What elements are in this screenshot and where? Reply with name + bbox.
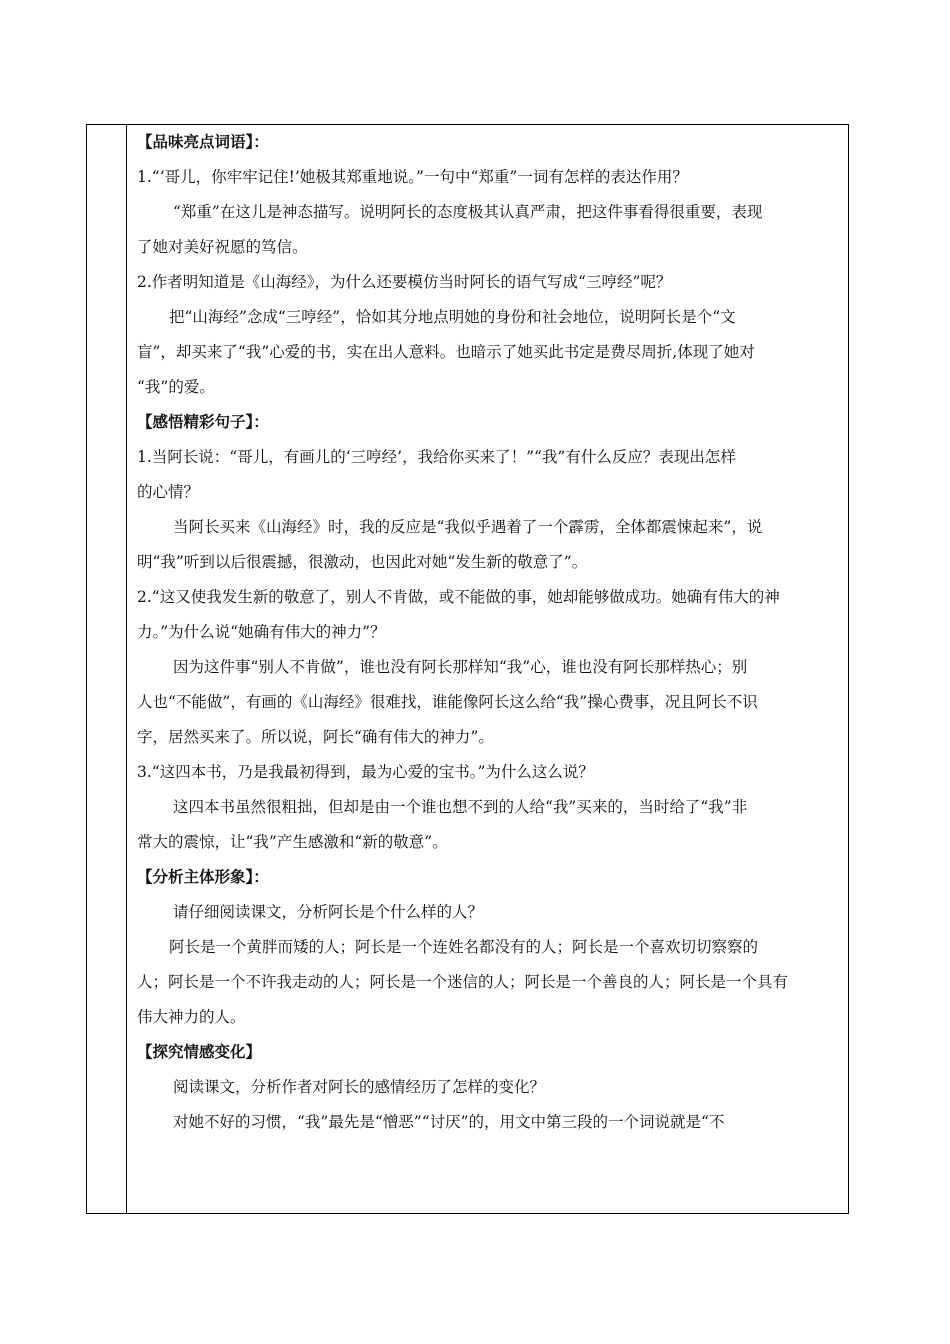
section-heading: 【品味亮点词语】： [137, 133, 269, 151]
paragraph-line: 阿长是一个黄胖而矮的人；阿长是一个连姓名都没有的人；阿长是一个喜欢切切察察的 [169, 938, 759, 956]
paragraph-line: 字，居然买来了。所以说，阿长“确有伟大的神力”。 [137, 728, 494, 746]
paragraph-line: 把“山海经”念成“三哼经”，恰如其分地点明她的身份和社会地位，说明阿长是个“文 [169, 308, 736, 326]
paragraph-line: 2.作者明知道是《山海经》，为什么还要模仿当时阿长的语气写成“三哼经”呢？ [137, 273, 672, 291]
paragraph-line: 明“我”听到以后很震撼，很激动，也因此对她“发生新的敬意了”。 [137, 553, 588, 571]
paragraph-line: 了她对美好祝愿的笃信。 [137, 238, 308, 256]
paragraph-line: 对她不好的习惯，“我”最先是“憎恶”“讨厌”的，用文中第三段的一个词说就是“不 [173, 1113, 725, 1131]
paragraph-line: “郑重”在这儿是神态描写。说明阿长的态度极其认真严肃，把这件事看得很重要，表现 [173, 203, 763, 221]
paragraph-line: 1.当阿长说：“哥儿，有画儿的‘三哼经’，我给你买来了！”“我”有什么反应？表现出怎样 [137, 448, 736, 466]
paragraph-line: 当阿长买来《山海经》时，我的反应是“我似乎遇着了一个霹雳，全体都震悚起来”，说 [173, 518, 763, 536]
paragraph-line: 2.“这又使我发生新的敬意了，别人不肯做，或不能做的事，她却能够做成功。她确有伟大的神 [137, 588, 780, 606]
section-heading: 【探究情感变化】 [137, 1043, 262, 1061]
paragraph-line: 阅读课文，分析作者对阿长的感情经历了怎样的变化？ [173, 1078, 546, 1096]
paragraph-line: 人也“不能做”，有画的《山海经》很难找，谁能像阿长这么给“我”操心费事，况且阿长不识 [137, 693, 758, 711]
paragraph-line: 1.“‘哥儿，你牢牢记住!’她极其郑重地说。”一句中“郑重”一词有怎样的表达作用？ [137, 168, 688, 186]
table-content-cell [137, 129, 842, 1136]
paragraph-line: 力。”为什么说“她确有伟大的神力”？ [137, 623, 386, 641]
table-left-column [87, 125, 127, 1213]
paragraph-line: 这四本书虽然很粗拙，但却是由一个谁也想不到的人给“我”买来的，当时给了“我”非 [173, 798, 748, 816]
paragraph-line: 请仔细阅读课文，分析阿长是个什么样的人？ [173, 903, 484, 921]
section-heading: 【分析主体形象】： [137, 868, 269, 886]
paragraph-line: 3.“这四本书，乃是我最初得到，最为心爱的宝书。”为什么这么说？ [137, 763, 594, 781]
document-table [86, 124, 849, 1214]
paragraph-line: 因为这件事“别人不肯做”，谁也没有阿长那样知“我”心，谁也没有阿长那样热心；别 [173, 658, 748, 676]
paragraph-line: 的心情？ [137, 483, 200, 501]
paragraph-line: 伟大神力的人。 [137, 1008, 246, 1026]
paragraph-line: 常大的震惊，让“我”产生感激和“新的敬意”。 [137, 833, 448, 851]
section-heading: 【感悟精彩句子】： [137, 413, 269, 431]
paragraph-line: 人；阿长是一个不许我走动的人；阿长是一个迷信的人；阿长是一个善良的人；阿长是一个具有 [137, 973, 789, 991]
paragraph-line: 盲”，却买来了“我”心爱的书，实在出人意料。也暗示了她买此书定是费尽周折,体现了她对 [137, 343, 755, 361]
paragraph-line: “我”的爱。 [137, 378, 215, 396]
